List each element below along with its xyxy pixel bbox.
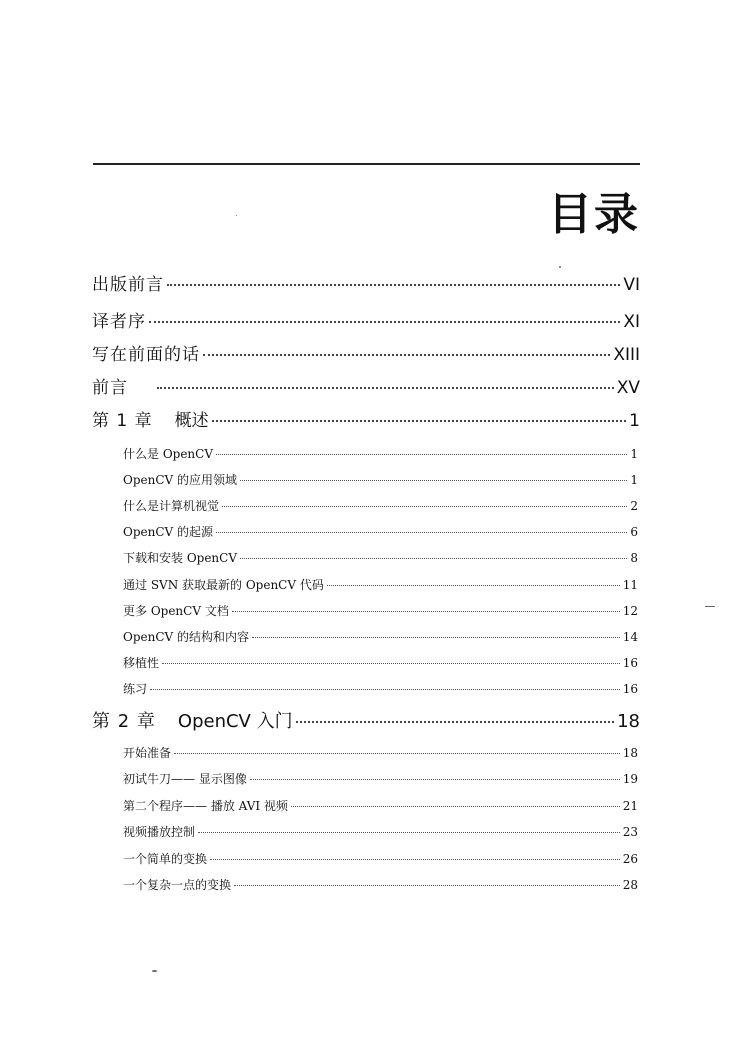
dot-leader	[291, 806, 620, 807]
scan-speck	[152, 970, 157, 972]
toc-entry[interactable]	[92, 270, 640, 295]
section-entry[interactable]	[123, 654, 638, 671]
section-label: OpenCV 的起源	[123, 525, 214, 539]
toc-entry-page: XIII	[613, 345, 640, 365]
section-label: 什么是计算机视觉	[123, 499, 220, 513]
section-entry[interactable]	[123, 523, 638, 540]
section-entry[interactable]	[123, 445, 638, 462]
chapter-entry[interactable]	[92, 406, 640, 431]
chapter-entry[interactable]	[92, 707, 640, 733]
section-label: 什么是 OpenCV	[123, 447, 214, 461]
toc-entry[interactable]	[92, 307, 640, 332]
dot-leader	[240, 558, 627, 559]
section-page: 26	[622, 852, 638, 866]
toc-entry[interactable]	[92, 340, 640, 365]
chapter-title: OpenCV 入门	[177, 711, 293, 732]
dot-leader	[157, 387, 614, 389]
toc-entry-label: 写在前面的话	[92, 345, 200, 365]
section-entry[interactable]	[123, 549, 638, 566]
toc-entry[interactable]	[92, 373, 640, 398]
dot-leader	[232, 611, 620, 612]
section-page: 2	[630, 499, 638, 513]
section-page: 1	[630, 447, 638, 461]
toc-entry-page: VI	[623, 275, 640, 295]
section-page: 16	[622, 656, 638, 670]
dot-leader	[250, 779, 620, 780]
dot-leader	[216, 454, 627, 455]
toc-entry-label: 前言	[92, 378, 128, 398]
section-entry[interactable]	[123, 744, 638, 761]
section-page: 28	[622, 878, 638, 892]
chapter-page: 1	[629, 411, 640, 431]
dot-leader	[198, 832, 620, 833]
page-title: 目录	[548, 189, 640, 240]
section-label: 下载和安装 OpenCV	[123, 551, 238, 565]
section-label: 初试牛刀—— 显示图像	[123, 772, 247, 786]
section-page: 19	[622, 772, 638, 786]
dot-leader	[240, 480, 627, 481]
dot-leader	[162, 663, 620, 664]
toc-entry-page: XV	[616, 378, 640, 398]
toc-entry-label: 译者序	[92, 312, 146, 332]
section-label: 第二个程序—— 播放 AVI 视频	[123, 799, 288, 813]
section-label: 移植性	[123, 656, 160, 670]
section-entry[interactable]	[123, 471, 638, 488]
section-label: 一个简单的变换	[123, 852, 208, 866]
dot-leader	[252, 637, 620, 638]
scan-speck	[236, 215, 237, 216]
dot-leader	[222, 506, 627, 507]
dot-leader	[210, 859, 620, 860]
section-page: 23	[622, 825, 638, 839]
section-label: 通过 SVN 获取最新的 OpenCV 代码	[123, 578, 324, 592]
section-page: 14	[622, 630, 638, 644]
chapter-number: 第 2 章	[92, 711, 156, 732]
section-label: 视频播放控制	[123, 825, 196, 839]
dot-leader	[296, 721, 615, 723]
chapter-number: 第 1 章	[92, 411, 153, 431]
toc-entry-page: XI	[623, 312, 640, 332]
dot-leader	[327, 585, 620, 586]
header-rule	[93, 163, 640, 165]
section-label: OpenCV 的结构和内容	[123, 630, 250, 644]
section-entry[interactable]	[123, 876, 638, 893]
dot-leader	[203, 354, 610, 356]
dot-leader	[234, 885, 620, 886]
section-page: 18	[622, 746, 638, 760]
dot-leader	[212, 420, 627, 422]
section-label: 开始准备	[123, 746, 172, 760]
chapter-page: 18	[617, 711, 640, 732]
dot-leader	[174, 753, 620, 754]
section-page: 6	[630, 525, 638, 539]
section-entry[interactable]	[123, 850, 638, 867]
section-label: 练习	[123, 682, 148, 696]
dot-leader	[149, 321, 620, 323]
section-entry[interactable]	[123, 576, 638, 593]
section-page: 12	[622, 604, 638, 618]
section-entry[interactable]	[123, 770, 638, 787]
section-entry[interactable]	[123, 797, 638, 814]
section-page: 11	[622, 578, 638, 592]
section-page: 16	[622, 682, 638, 696]
section-label: OpenCV 的应用领域	[123, 473, 238, 487]
scan-speck	[705, 606, 715, 607]
section-label: 一个复杂一点的变换	[123, 878, 232, 892]
chapter-title: 概述	[174, 411, 209, 431]
section-entry[interactable]	[123, 823, 638, 840]
section-page: 1	[630, 473, 638, 487]
dot-leader	[216, 532, 627, 533]
dot-leader	[167, 284, 620, 286]
dot-leader	[150, 689, 620, 690]
section-entry[interactable]	[123, 680, 638, 697]
section-page: 21	[622, 799, 638, 813]
section-entry[interactable]	[123, 602, 638, 619]
section-entry[interactable]	[123, 497, 638, 514]
toc-entry-label: 出版前言	[92, 275, 164, 295]
section-label: 更多 OpenCV 文档	[123, 604, 229, 618]
section-page: 8	[630, 551, 638, 565]
scan-speck	[559, 266, 561, 268]
section-entry[interactable]	[123, 628, 638, 645]
